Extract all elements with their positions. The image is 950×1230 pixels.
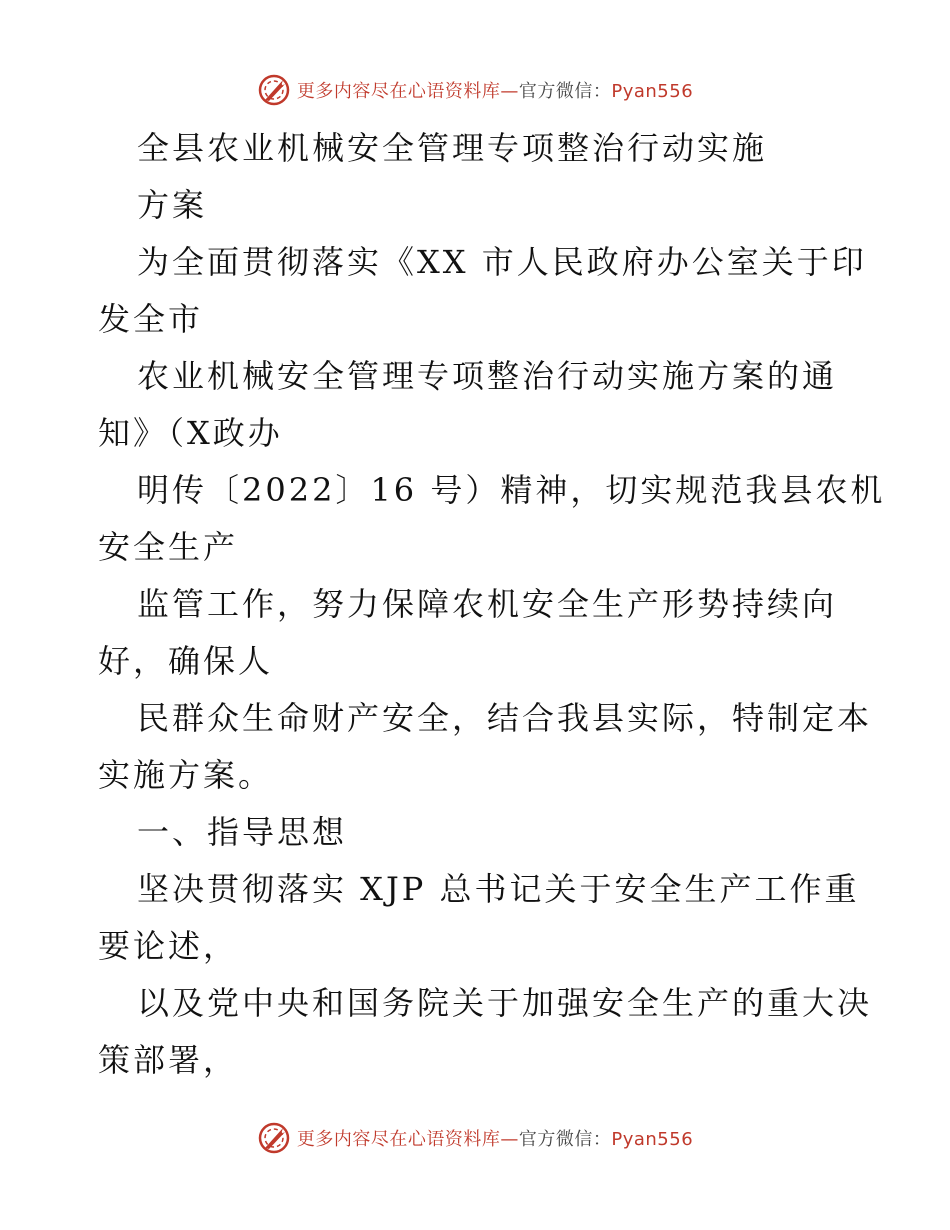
watermark-wechat-id: Pyan556 bbox=[611, 81, 694, 102]
document-body bbox=[98, 120, 898, 1089]
doc-line-title: 全县农业机械安全管理专项整治行动实施 bbox=[137, 129, 768, 167]
watermark-text bbox=[297, 77, 693, 103]
watermark-brand: 更多内容尽在心语资料库 bbox=[296, 81, 501, 102]
quill-seal-icon bbox=[257, 1121, 291, 1155]
doc-line: 策部署， bbox=[98, 1041, 239, 1079]
watermark-wechat-id: Pyan556 bbox=[611, 1129, 694, 1150]
watermark-label: 官方微信： bbox=[518, 1129, 612, 1150]
doc-line-title-cont: 方案 bbox=[137, 186, 208, 224]
doc-line: 民群众生命财产安全，结合我县实际，特制定本 bbox=[137, 699, 873, 737]
doc-line: 要论述， bbox=[98, 927, 239, 965]
doc-line: 安全生产 bbox=[98, 528, 239, 566]
footer-watermark bbox=[0, 1118, 950, 1158]
watermark-brand: 更多内容尽在心语资料库 bbox=[296, 1129, 501, 1150]
watermark-dash: — bbox=[500, 1129, 519, 1150]
section-heading: 一、指导思想 bbox=[137, 813, 348, 851]
watermark-group bbox=[257, 73, 693, 107]
header-watermark bbox=[0, 70, 950, 110]
doc-line: 以及党中央和国务院关于加强安全生产的重大决 bbox=[137, 984, 873, 1022]
quill-seal-icon bbox=[257, 73, 291, 107]
doc-line: 监管工作，努力保障农机安全生产形势持续向 bbox=[137, 585, 838, 623]
doc-line: 实施方案。 bbox=[98, 756, 274, 794]
doc-line: 坚决贯彻落实 XJP 总书记关于安全生产工作重 bbox=[137, 870, 860, 908]
doc-line: 明传〔2022〕16 号）精神，切实规范我县农机 bbox=[137, 471, 886, 509]
watermark-text bbox=[297, 1125, 693, 1151]
doc-line: 知》（X政办 bbox=[98, 414, 283, 452]
watermark-dash: — bbox=[500, 81, 519, 102]
doc-line: 为全面贯彻落实《XX 市人民政府办公室关于印 bbox=[137, 243, 867, 281]
doc-line: 发全市 bbox=[98, 300, 204, 338]
doc-line: 农业机械安全管理专项整治行动实施方案的通 bbox=[137, 357, 838, 395]
doc-line: 好，确保人 bbox=[98, 642, 274, 680]
watermark-label: 官方微信： bbox=[518, 81, 612, 102]
watermark-group bbox=[257, 1121, 693, 1155]
